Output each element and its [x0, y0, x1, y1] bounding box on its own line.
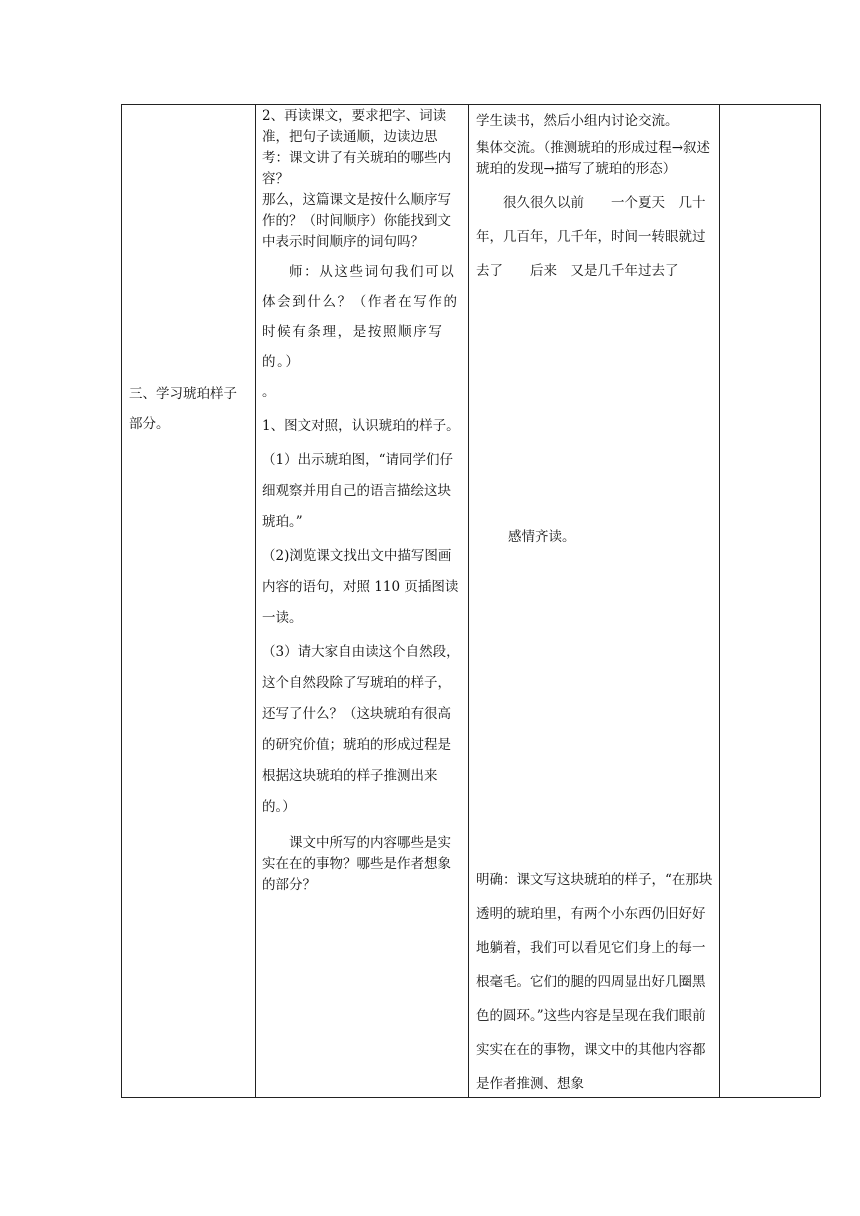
step-1-3: （3）请大家自由读这个自然段，这个自然段除了写琥珀的样子，还写了什么？（这块琥珀有很高的研究价值；琥珀的形成过程是根据这块琥珀的样子推测出来的。）	[262, 644, 460, 815]
time-order-words: 很久很久以前 一个夏天 几十年，几百年，几千年，时间一转眼就过去了 后来 又是几千年过去了	[476, 195, 706, 279]
teacher-note: 师：从这些词句我们可以体会到什么？（作者在写作的时候有条理，是按照顺序写的。）	[262, 264, 459, 370]
real-vs-imagined-question: 课文中所写的内容哪些是实实在在的事物？哪些是作者想象的部分？	[262, 835, 451, 893]
table-left-border	[121, 104, 122, 1097]
table-bottom-border	[121, 1097, 820, 1098]
conclusion-cell	[476, 863, 715, 1101]
reading-aloud-cell	[508, 522, 708, 552]
student-reading: 学生读书，然后小组内讨论交流。	[476, 113, 679, 129]
table-right-border	[820, 104, 821, 1097]
student-activity-cell	[476, 106, 715, 288]
step-1-1: （1）出示琥珀图，“请同学们仔细观察并用自己的语言描绘这块琥珀。”	[262, 452, 453, 530]
column-divider-3	[719, 104, 720, 1097]
dot-line: 。	[262, 384, 276, 400]
conclusion-text: 明确：课文写这块琥珀的样子，“在那块透明的琥珀里，有两个小东西仍旧好好地躺着，我们可以看见它们身上的每一根毫毛。它们的腿的四周显出好几圈黑色的圆环。”这些内容是呈现在我们眼前实实在在的事物，课文中的其他内容都是作者推测、想象	[476, 872, 713, 1092]
teaching-steps-cell	[262, 106, 464, 896]
step-1: 1、图文对照，认识琥珀的样子。	[262, 418, 460, 434]
order-question: 那么，这篇课文是按什么顺序写作的？（时间顺序）你能找到文中表示时间顺序的词句吗？	[262, 192, 451, 250]
step-1-2: （2)浏览课文找出文中描写图画内容的语句，对照 110 页插图读一读。	[262, 548, 459, 626]
reading-requirement: 2、再读课文，要求把字、词读准，把句子读通顺，边读边思考：课文讲了有关琥珀的哪些内容？	[262, 108, 451, 187]
column-divider-1	[255, 104, 256, 1097]
group-exchange: 集体交流。（推测琥珀的形成过程→叙述琥珀的发现→描写了琥珀的形态）	[476, 140, 711, 177]
section-title-cell	[129, 379, 249, 439]
column-divider-2	[468, 104, 469, 1097]
emotional-reading: 感情齐读。	[508, 529, 576, 545]
section-title: 三、学习琥珀样子部分。	[129, 386, 237, 432]
table-top-border	[121, 104, 820, 105]
